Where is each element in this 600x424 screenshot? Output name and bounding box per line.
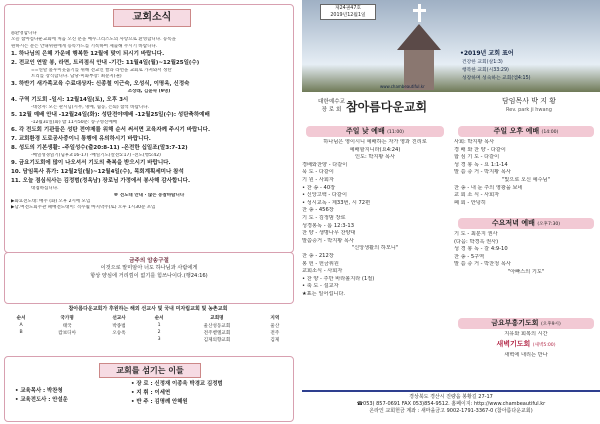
service-line: 성 경 봉 독 - 갈 4:9-10 (454, 246, 508, 253)
sunday-morning-service (302, 126, 448, 298)
service-line: 교 회 소 식 - 사회자 (454, 192, 500, 199)
mission-table-cell: A (19, 323, 23, 328)
mission-table-cell (96, 336, 142, 343)
service-time: (오후7:30) (537, 222, 561, 227)
service-line: 폐 회 - 안녕히 (454, 199, 486, 206)
service-line: 성경봉독 - 롬 12:3-13 (302, 222, 354, 229)
service-time: (오후9시) (540, 322, 561, 327)
mission-table-row (4, 322, 292, 329)
service-title-text: 주일 오후 예배 (493, 127, 540, 135)
cover-banner (302, 0, 600, 92)
issue-number: 제24권47호 (334, 6, 362, 11)
news-line: 오늘 참아름다운교회에 처음 오신 분을 예수그리스도의 사랑으로 환영합니다. 등록을 (11, 37, 177, 43)
footer-address: 경상북도 경산시 진량읍 봉황길 27-17 (409, 394, 493, 400)
service-line: "신앙생활의 하모니" (351, 245, 399, 252)
mission-table-header-cell: 순서 (16, 316, 26, 321)
service-title (458, 218, 594, 229)
servers-elder-line: • 장 로 : 신정재 이종욱 박경교 김정범 (131, 381, 223, 387)
footer (302, 390, 600, 422)
mission-table-cell: 3 (157, 337, 161, 342)
issue-date: 2019년12월1일 (330, 13, 366, 18)
year-motto-title: •2019년 교회 표어 (460, 50, 514, 57)
service-line: 찬 송 - 212장 (302, 252, 334, 259)
dawn-title-text: 새벽기도회 (496, 339, 531, 348)
servers-staff-line: • 교육목사 : 박찬청 (15, 388, 63, 394)
service-line: 사회: 박지황 목사 (454, 139, 495, 145)
church-news-list (11, 31, 287, 211)
mission-table-cell: 오승옥 (112, 330, 126, 336)
mission-table-header-cell: 지역 (270, 316, 280, 321)
service-title (458, 126, 594, 137)
service-title (306, 126, 444, 137)
mission-table-header-cell: 순서 (154, 316, 164, 321)
service-line: 묵 도 - 다같이 (302, 169, 334, 176)
site-watermark: www.chambeautiful.kr (380, 84, 425, 89)
service-line: 기 원 - 사회자 (302, 176, 334, 183)
service-line: 기 도 - 최분지 권사 (454, 231, 498, 237)
motto-line: 성장하며 성숙하는 교회(엡4:15) (462, 76, 531, 81)
service-line: 찬 송 - 내 눈 주의 영광을 보네 (454, 184, 523, 191)
mission-table-row (4, 336, 292, 343)
service-line: 경배와찬양 - 다같이 (302, 161, 348, 168)
service-line: • 신앙고백 - 다같이 (302, 192, 347, 199)
memory-verse-line: 이것으로 말미암아 너도 하나님과 사람에게 (100, 265, 198, 271)
service-title-text: 금요부흥기도회 (491, 319, 539, 327)
cross-icon (418, 4, 421, 22)
news-line: ==연말 불우이웃돕기를 위해 전교인 쌀과 라면을 교회로 가져와서 성탄 (31, 67, 172, 73)
denomination-line: 장 로 회 (321, 107, 342, 113)
church-news-section (4, 4, 294, 253)
service-line: 예배할지니라(요4:24) (349, 146, 401, 153)
news-line: 10. 담임목사 휴가: 12월2일(월)~12월4일(수), 목회계획세미나 참석 (11, 169, 184, 176)
footer-contact: ☎053) 857-0691 FAX 053)854-9512. 홈페이지: http://www.chambeautiful.kr (356, 401, 546, 408)
mission-table-cell: 전주벧엘교회 (203, 330, 231, 336)
news-line: 6. 각 전도회 기관들은 성탄 전야제를 위해 순서 써서면 교육자께 주시기 바랍니다. (11, 127, 211, 133)
mission-support-table (4, 303, 292, 343)
mission-table-cell: 전주 (270, 330, 280, 336)
service-line: ★표는 일어섭니다. (302, 290, 346, 297)
service-line: • 찬 송 - 40장 (302, 184, 336, 191)
mission-table-cell: 울산 (270, 323, 280, 329)
motto-line: 행복한 교회(시33:29) (462, 68, 509, 73)
service-line: 인도: 박지황 목사 (354, 154, 396, 161)
mission-table-caption: 참아름다운교회가 후원하는 해외 선교사 및 국내 미자립교회 및 농촌교회 (68, 306, 228, 312)
news-line: -12월31일(화) 밤 11시50분: 송구영신예배 (31, 119, 118, 125)
news-line: 원하시는 분은 안내위원에게 등록카드를 기록하여 제출해 주시기 바랍니다. (11, 43, 158, 49)
footer-divider (302, 390, 600, 392)
service-line: 교회소식 - 사회자 (302, 268, 343, 275)
news-line: 대접하십니다. (31, 186, 59, 192)
servers-staff-line: • 교육전도사 : 안설운 (15, 397, 68, 403)
mission-table-cell: 김제의향교회 (203, 337, 231, 343)
service-line: 말 씀 증 거 - 박찬청 목사 (454, 261, 511, 268)
mission-table-cell (38, 336, 96, 343)
church-name: 참아름다운교회 (346, 100, 428, 114)
friday-prayer-service (454, 318, 598, 359)
service-line: 말 씀 증 거 - 박지황 목사 (454, 169, 511, 176)
news-line: 트리를 장식합니다. 담당-미화부장: 최분지(권) (31, 74, 122, 79)
service-time: (14:00) (541, 130, 559, 135)
pastor-name: 담임목사 박 지 황 (502, 97, 557, 105)
cross-icon-bar (413, 9, 426, 12)
issue-date-box (320, 4, 376, 20)
service-line: 찬 송 - 456장 (302, 207, 334, 214)
news-line: ※ 전도대 안내 · 많은 동참바랍니다 (113, 192, 185, 198)
wednesday-service (454, 218, 598, 277)
service-line: (다음: 박경옥 권사) (454, 238, 499, 245)
right-panel (302, 0, 600, 424)
news-line: 5. 12월 예배 안내 -12월24일(화): 성탄전야예배 -12월25일(수): 성탄축하예배 (11, 111, 210, 118)
mission-table-header-cell: 교회명 (210, 316, 224, 321)
news-line: 7. 교회환경 도로공사중이니 통행에 유의하시기 바랍니다. (11, 136, 151, 142)
service-line: 하나님은 영이시니 예배하는 자가 영과 진리로 (323, 139, 427, 145)
news-line: 조상래, 김윤숙 (9명) (127, 89, 171, 95)
mission-table-header (4, 314, 292, 322)
service-line: • 찬 양 - 주만 바라볼지라 (1절) (302, 275, 375, 282)
news-line: 3. 하반기 새가족교육 수료대상자: 신종철 이근숙, 오성식, 이명옥, 신정숙 (11, 81, 190, 88)
news-line: 9. 금요기도회에 많이 나오셔서 기도의 축복을 받으시기 바랍니다. (11, 160, 171, 167)
news-line: -매일성경읽기(딤후3:16-17) -매일기도(살전5:17) -전도(행5:42) (31, 153, 161, 158)
service-line: "아빠스의 기도" (507, 268, 545, 275)
news-line: 2. 전교인 연말 봉, 라면, 트리점식 안내 -기간: 11월4일(월)~12월25일(수) (11, 59, 200, 66)
service-line: 찬 송 - 5구역 (454, 253, 485, 260)
denomination (318, 98, 345, 114)
mission-table-cell: 1 (157, 323, 161, 328)
servers-title: 교회를 섬기는 이들 (99, 363, 201, 378)
news-line: -대상자: 모든 관시님(시무, 명예, 협동, 은퇴) 참석 바랍니다. (31, 104, 150, 110)
denomination-line: 대한예수교 (318, 99, 346, 105)
news-line: 1. 하나님의 은혜 가운데 행복한 12월에 맞이 되시기 바랍니다. (11, 50, 165, 57)
news-line: ▶화요전도대: 매주 (화) 오후 2시에 모임 (11, 198, 91, 204)
mission-table-cell: 캄보디아 (58, 330, 77, 336)
service-line: 지유와 회복의 시간 (504, 331, 548, 337)
mission-table-cell: 2 (157, 330, 161, 335)
servers-staff (15, 387, 68, 405)
service-line: • 성시교독 - 제33번, 시 72편 (302, 199, 371, 206)
news-line: ▶남.여전도회주관 패배전도대이: 격수월 마지막주(토) 오후 1시30분 포임 (11, 205, 156, 210)
memory-verse-title: 금주의 암송구절 (129, 258, 169, 264)
news-line: ◎환영합니다 (11, 31, 37, 36)
dawn-time: (새벽5:00) (532, 342, 556, 348)
service-line: 기 도 - 김정범 장로 (302, 214, 346, 221)
service-title (458, 318, 594, 329)
dawn-service-title (458, 339, 594, 350)
mission-table-cell: 박종범 (112, 323, 126, 329)
mission-table-cell: B (19, 330, 23, 335)
service-line: 말씀증거 - 박지황 목사 (302, 237, 354, 244)
mission-table-cell: 울산성동교회 (203, 323, 231, 329)
mission-table-cell: 김제 (270, 337, 280, 343)
service-time: (11:00) (387, 130, 404, 135)
left-panel (0, 0, 296, 424)
service-title-text: 주일 낮 예배 (346, 127, 385, 135)
pastor-name-english: Rev. park ji hwang (506, 107, 552, 113)
servers-elder-line: • 반 주 : 김명례 안혜원 (131, 399, 188, 405)
servers-elders (131, 380, 223, 407)
sunday-afternoon-service (454, 126, 598, 207)
service-title-text: 수요저녁 예배 (491, 219, 535, 227)
mission-table-header-cell: 선교사 (112, 316, 126, 321)
mission-table-cell (4, 336, 38, 343)
church-roof-icon (397, 24, 441, 50)
servers-elder-line: • 지 휘 : 이세연 (131, 390, 171, 396)
footer-account: 온라인 교회헌금 계좌 : 새마을금고 9002-1791-3367-0 (참아름다운교회) (369, 408, 533, 415)
mission-table-row (4, 329, 292, 336)
service-line: 성 경 봉 독 - 요 1:1-14 (454, 161, 508, 168)
service-line: 새벽에 내리는 만나 (504, 351, 548, 358)
service-line: 합 심 기 도 - 다같이 (454, 154, 500, 161)
mission-table-header-cell: 국가명 (60, 316, 74, 321)
church-name-row (302, 96, 600, 124)
service-line: • 축 도 - 설교자 (302, 283, 339, 290)
memory-verse-line: 항상 양심에 거리낌이 없기를 힘쓰나이다.(행24:16) (90, 273, 208, 279)
news-line: 11. 오늘 점심식사는 김정범(정옥남) 장로님 가정에서 봉사해 감사합니다. (11, 178, 191, 185)
news-line: 8. 성도의 기본생활: -주일성수(출20:8-11) -온전한 십일조(말3:7-12) (11, 145, 188, 151)
service-line: "빛으로 오신 예수님" (501, 176, 551, 183)
motto-line: 건강한 교회(살1:3) (462, 60, 503, 65)
church-news-title: 교회소식 (113, 9, 191, 27)
service-line: 찬 양 - 생명나무 찬양대 (302, 230, 356, 237)
mission-table-cell: 태국 (62, 323, 72, 329)
service-line: 경 배 와 찬 양 - 다같이 (454, 146, 506, 153)
service-line: 봉 헌 - 헌금위원 (302, 260, 339, 267)
memory-verse-section (4, 252, 294, 304)
news-line: 4. 구역 기도회 -일시: 12월14일(토), 오후 3시 (11, 96, 129, 103)
servers-section (4, 356, 294, 422)
